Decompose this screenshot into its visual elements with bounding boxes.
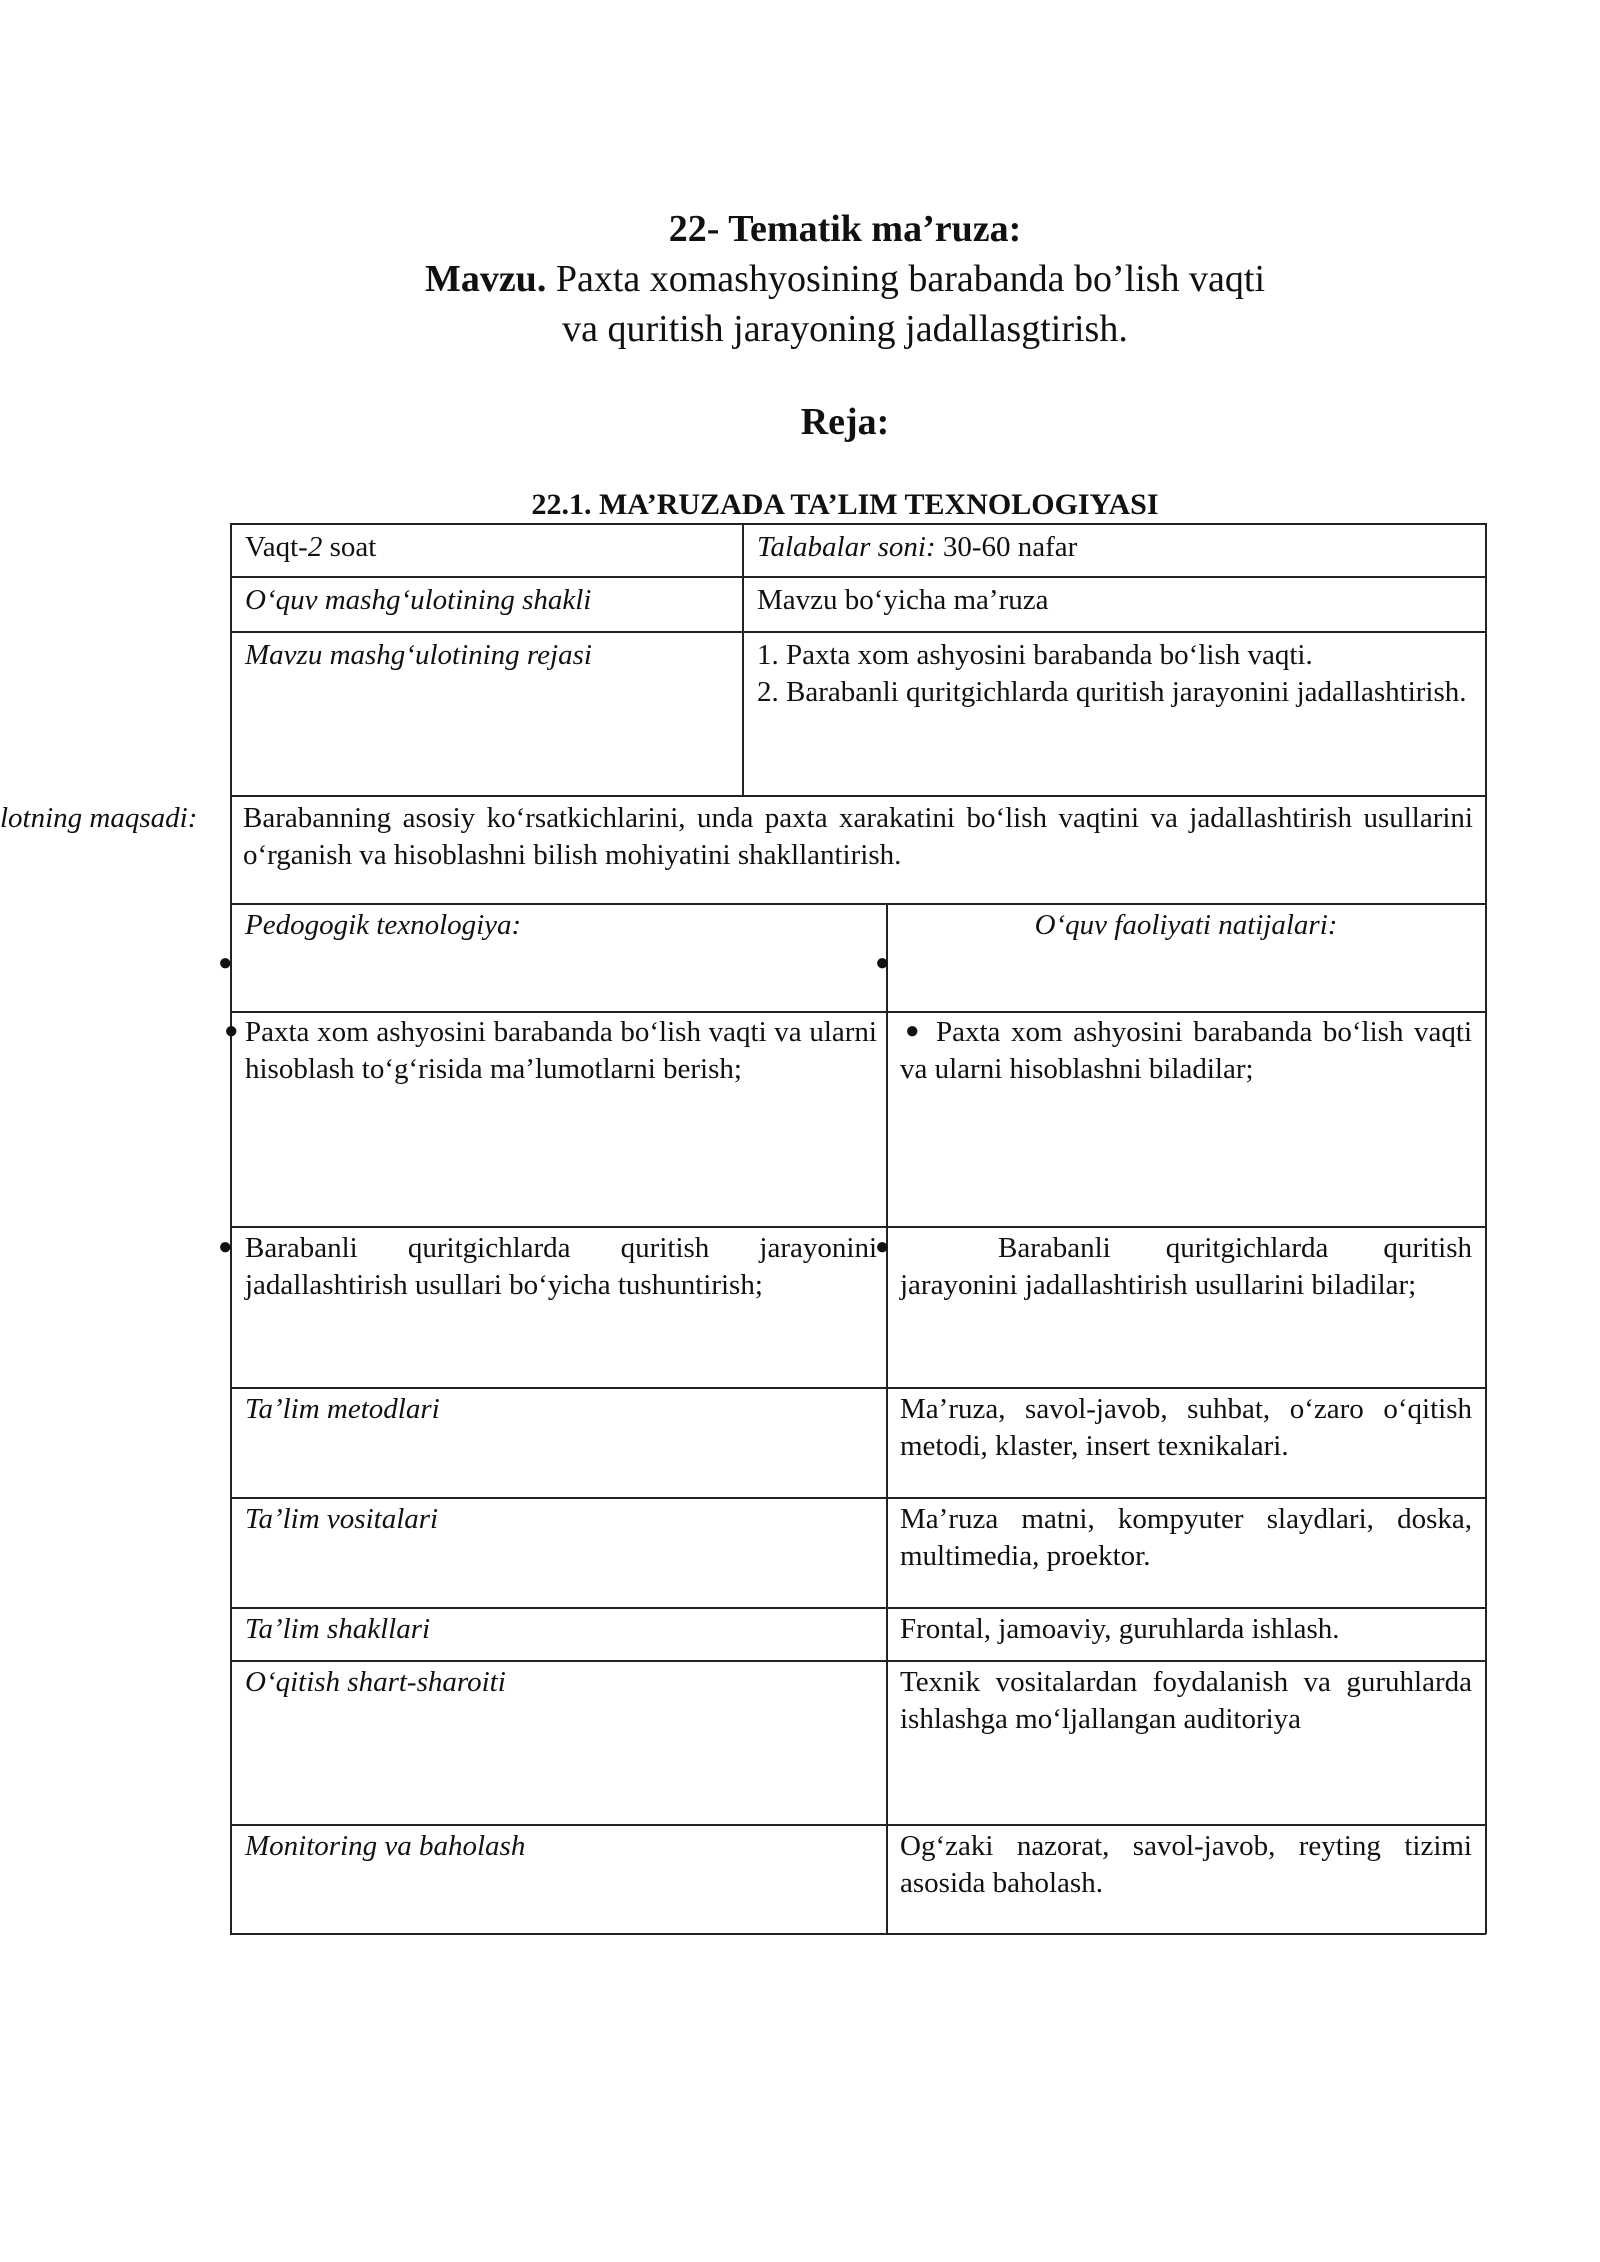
methods-value: Ma’ruza, savol-javob, suhbat, o‘zaro o‘qitish metodi, klaster, insert texnikalari.: [900, 1393, 1472, 1462]
row-divider: [230, 1011, 1486, 1013]
tools-label: Ta’lim vositalari: [245, 1503, 439, 1535]
monitoring-label: Monitoring va baholash: [245, 1830, 526, 1862]
plan-item-1: 1. Paxta xom ashyosini barabanda bo‘lish vaqti.: [757, 639, 1313, 671]
table-border-bottom: [230, 1933, 1486, 1935]
pedagogic-technology-header: Pedogogik texnologiya:: [245, 909, 522, 941]
goal-value: Barabanning asosiy ko‘rsatkichlarini, unda paxta xarakatini bo‘lish vaqtini va jadallashtirish usullarini o‘rganish va hisoblashni bilish mohiyatini shakllantirish.: [243, 802, 1473, 871]
table-border-right: [1485, 523, 1487, 1934]
learning-results-header: O‘quv faoliyati natijalari:: [1034, 909, 1338, 941]
form-label: O‘quv mashg‘ulotining shakli: [245, 584, 592, 616]
conditions-value: Texnik vositalardan foydalanish va guruhlarda ishlashga mo‘ljallangan auditoriya: [900, 1666, 1472, 1735]
bullet-icon: ●: [218, 950, 233, 976]
bullet-icon: ●: [218, 1234, 233, 1260]
column-divider: [742, 523, 744, 795]
lecture-title: 22- Tematik ma’ruza:: [668, 208, 1022, 250]
bullet-icon: ●: [905, 1018, 920, 1044]
lesson-technology-table: [218, 523, 1486, 1934]
section-title: 22.1. MA’RUZADA TA’LIM TEXNOLOGIYASI: [531, 488, 1159, 521]
plan-label: Mavzu mashg‘ulotining rejasi: [245, 639, 592, 671]
row-divider: [230, 576, 1486, 578]
row-divider: [230, 1497, 1486, 1499]
row-divider: [230, 1607, 1486, 1609]
forms-label: Ta’lim shakllari: [245, 1613, 431, 1645]
topic-line-2: va quritish jarayoning jadallasgtirish.: [562, 308, 1128, 350]
forms-value: Frontal, jamoaviy, guruhlarda ishlash.: [900, 1613, 1340, 1645]
conditions-label: O‘qitish shart-sharoiti: [245, 1666, 506, 1698]
students-cell: Talabalar soni: 30-60 nafar: [757, 531, 1078, 563]
monitoring-value: Og‘zaki nazorat, savol-javob, reyting tizimi asosida baholash.: [900, 1830, 1472, 1899]
topic-text-1: Paxta xomashyosining barabanda bo’lish vaqti: [546, 258, 1266, 300]
table-border-top: [230, 523, 1486, 525]
row-divider: [230, 1660, 1486, 1662]
form-value: Mavzu bo‘yicha ma’ruza: [757, 584, 1049, 616]
row-divider: [230, 1387, 1486, 1389]
row-divider: [230, 1226, 1486, 1228]
table-border-left: [230, 523, 232, 1934]
row-divider: [230, 631, 1486, 633]
bullet-icon: ●: [224, 1018, 239, 1044]
row-divider: [230, 795, 1486, 797]
bullet-icon: ●: [875, 1234, 890, 1260]
result-item-1: Paxta xom ashyosini barabanda bo‘lish vaqti va ularni hisoblashni biladilar;: [900, 1016, 1472, 1085]
pedagogic-item-2: Barabanli quritgichlarda quritish jarayonini jadallashtirish usullari bo‘yicha tushuntirish;: [245, 1232, 877, 1301]
column-divider: [886, 903, 888, 1934]
plan-item-2: 2. Barabanli quritgichlarda quritish jarayonini jadallashtirish.: [757, 676, 1467, 708]
tools-value: Ma’ruza matni, kompyuter slaydlari, doska, multimedia, proektor.: [900, 1503, 1472, 1572]
goal-label: lotning maqsadi:: [0, 802, 198, 834]
plan-heading: Reja:: [800, 401, 890, 443]
row-divider: [230, 1824, 1486, 1826]
time-cell: Vaqt-2 soat: [245, 531, 377, 563]
topic-label: Mavzu.: [424, 258, 547, 300]
row-divider: [230, 903, 1486, 905]
methods-label: Ta’lim metodlari: [245, 1393, 440, 1425]
topic-line-1: [0, 254, 1600, 304]
bullet-icon: ●: [875, 950, 890, 976]
result-item-2: Barabanli quritgichlarda quritish jarayonini jadallashtirish usullarini biladilar;: [900, 1232, 1472, 1301]
pedagogic-item-1: Paxta xom ashyosini barabanda bo‘lish vaqti va ularni hisoblash to‘g‘risida ma’lumotlarni berish;: [245, 1016, 877, 1085]
